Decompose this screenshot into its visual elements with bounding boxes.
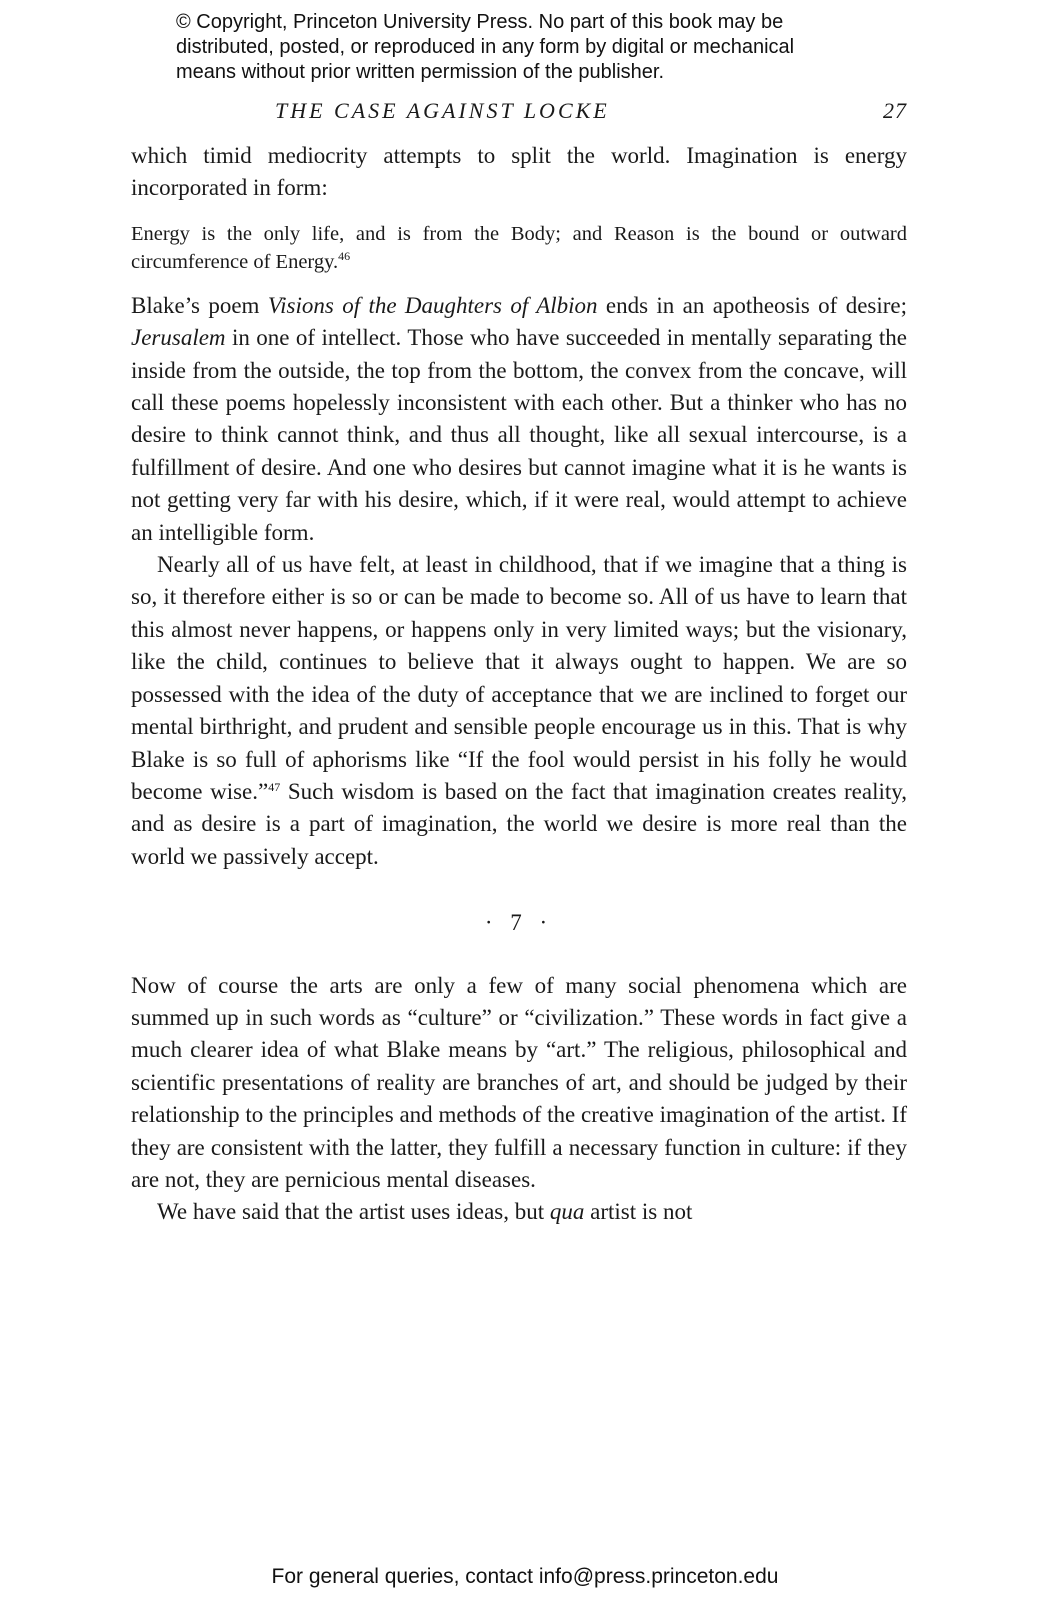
running-title: THE CASE AGAINST LOCKE bbox=[275, 98, 610, 123]
work-title: Jerusalem bbox=[131, 325, 226, 351]
copyright-line: distributed, posted, or reproduced in any form by digital or mechanical bbox=[176, 36, 795, 58]
paragraph: We have said that the artist uses ideas, but qua artist is not bbox=[157, 1199, 693, 1225]
page-number: 27 bbox=[883, 98, 907, 123]
footnote-ref[interactable]: 47 bbox=[268, 779, 281, 794]
footnote-ref[interactable]: 46 bbox=[338, 248, 351, 263]
section-number: · 7 · bbox=[484, 910, 554, 936]
quote-text: Energy is the only life, and is from the Body; and Reason is the bound or outward circumference of Energy. bbox=[131, 222, 907, 273]
work-title: Visions of the Daughters of Albion bbox=[267, 292, 598, 318]
block-quote bbox=[131, 220, 907, 276]
footer-contact: For general queries, contact info@press.princeton.edu bbox=[271, 1565, 779, 1588]
paragraph: Blake’s poem Visions of the Daughters of Albion ends in an apotheosis of desire; Jerusalem in one of intellect. Those who have succeeded in mentally separating the inside from the outside, the top from the bottom, the convex from the concave, will call these poems hopelessly inconsistent with each other. But a thinker who has no desire to think cannot think, and thus all thought, like all sexual intercourse, is a fulfillment of desire. And one who desires but cannot imagine what it is he wants is not getting very far with his desire, which, if it were real, would attempt to achieve an intelligible form. bbox=[131, 292, 907, 545]
copyright-line: © Copyright, Princeton University Press. No part of this book may be bbox=[176, 11, 784, 33]
page-body bbox=[131, 140, 907, 1229]
latin-term: qua bbox=[549, 1199, 585, 1225]
copyright-notice bbox=[176, 10, 896, 85]
paragraph-continued: which timid mediocrity attempts to split the world. Imagination is energy incorporated in form: bbox=[131, 143, 907, 201]
running-head bbox=[131, 98, 907, 128]
copyright-line: means without prior written permission of the publisher. bbox=[176, 61, 665, 83]
paragraph: Nearly all of us have felt, at least in childhood, that if we imagine that a thing is so, it therefore either is so or can be made to become so. All of us have to learn that this almost never happens, or happens only in very limited ways; but the visionary, like the child, continues to believe that it always ought to happen. We are so possessed with the idea of the duty of acceptance that we are inclined to forget our mental birthright, and prudent and sensible people encourage us in this. That is why Blake is so full of aphorisms like “If the fool would persist in his folly he would become wise.”$^{47}$ Such wisdom is based on the fact that imagination creates reality, and as desire is a part of imagination, the world we desire is more real than the world we passively accept. bbox=[131, 552, 908, 869]
paragraph: Now of course the arts are only a few of many social phenomena which are summed up in such words as “culture” or “civilization.” These words in fact give a much clearer idea of what Blake means by “art.” The religious, philosophical and scientific presentations of reality are branches of art, and should be judged by their relationship to the principles and methods of the creative imagination of the artist. If they are consistent with the latter, they fulfill a necessary function in culture: if they are not, they are pernicious mental diseases. bbox=[131, 972, 907, 1192]
